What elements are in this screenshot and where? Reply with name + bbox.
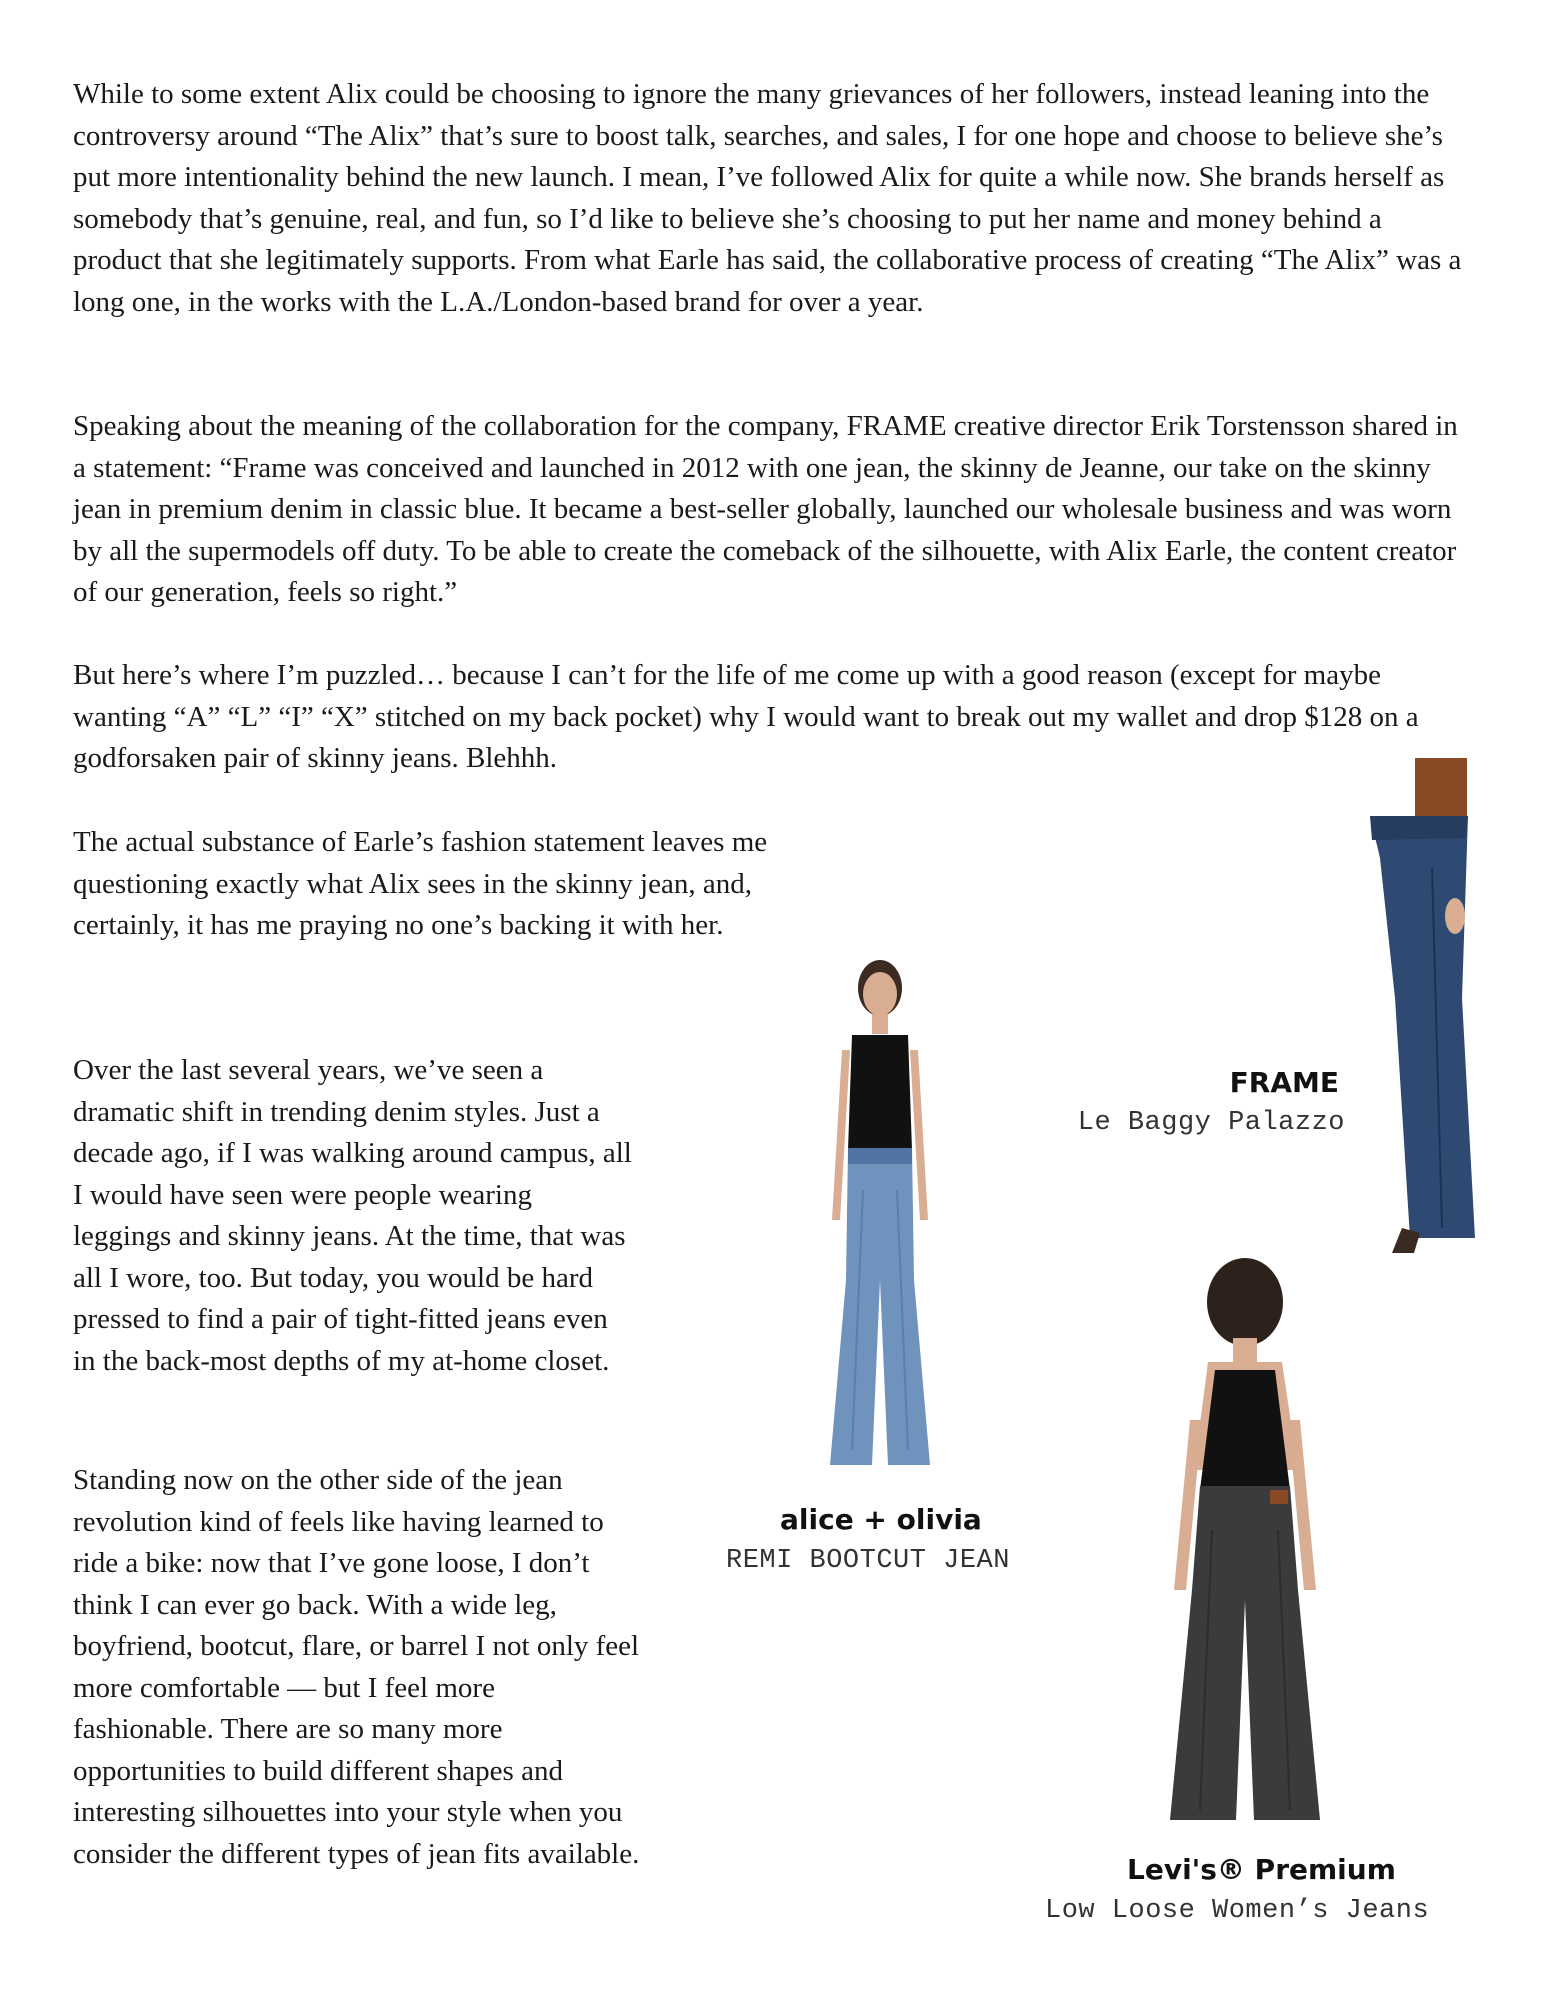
frame-product-name: Le Baggy Palazzo (1077, 1108, 1345, 1138)
levis-product-name: Low Loose Women’s Jeans (1045, 1896, 1430, 1926)
alice-olivia-product-image (780, 950, 980, 1480)
levis-product-image (1120, 1250, 1370, 1830)
article-paragraph-6: Standing now on the other side of the jean revolution kind of feels like having learned to ride a bike: now that I’ve gone loose, I don’t think I can ever go back. With a wide leg, boyfriend, bootcut, flare, or barrel I not only feel more comfortable — but I feel more fashionable. There are so many more opportunities to build different shapes and interesting silhouettes into your style when you consider the different types of jean fits available. (73, 1464, 640, 1870)
article-paragraph-3: But here’s where I’m puzzled… because I can’t for the life of me come up with a good reason (except for maybe wanting “A” “L” “I” “X” stitched on my back pocket) why I would want to break out my wallet and drop $128 on a godforsaken pair of skinny jeans. Blehhh. (73, 659, 1419, 774)
alice-olivia-brand-label: alice + olivia (780, 1503, 982, 1536)
article-paragraph-2: Speaking about the meaning of the collaboration for the company, FRAME creative director Erik Torstensson shared in a statement: “Frame was conceived and launched in 2012 with one jean, the skinny de Jeanne, our take on the skinny jean in premium denim in classic blue. It became a best-seller globally, launched our wholesale business and was worn by all the supermodels off duty. To be able to create the comeback of the silhouette, with Alix Earle, the content creator of our generation, feels so right.” (73, 410, 1458, 608)
article-paragraph-1: While to some extent Alix could be choosing to ignore the many grievances of her followers, instead leaning into the controversy around “The Alix” that’s sure to boost talk, searches, and sales, I for one hope and choose to believe she’s put more intentionality behind the new launch. I mean, I’ve followed Alix for quite a while now. She brands herself as somebody that’s genuine, real, and fun, so I’d like to believe she’s choosing to put her name and money behind a product that she legitimately supports. From what Earle has said, the collaborative process of creating “The Alix” was a long one, in the works with the L.A./London-based brand for over a year. (73, 78, 1462, 318)
article-paragraph-4: The actual substance of Earle’s fashion statement leaves me questioning exactly what Alix sees in the skinny jean, and, certainly, it has me praying no one’s backing it with her. (73, 826, 768, 941)
levis-brand-label: Levi's® Premium (1127, 1853, 1396, 1886)
frame-product-image (1340, 758, 1480, 1258)
frame-brand-label: FRAME (1229, 1066, 1339, 1099)
alice-olivia-product-name: REMI BOOTCUT JEAN (726, 1546, 1010, 1576)
article-paragraph-5: Over the last several years, we’ve seen a dramatic shift in trending denim styles. Just a decade ago, if I was walking around campus, all I would have seen were people wearing leggings and skinny jeans. At the time, that was all I wore, too. But today, you would be hard pressed to find a pair of tight-fitted jeans even in the back-most depths of my at-home closet. (73, 1054, 632, 1377)
